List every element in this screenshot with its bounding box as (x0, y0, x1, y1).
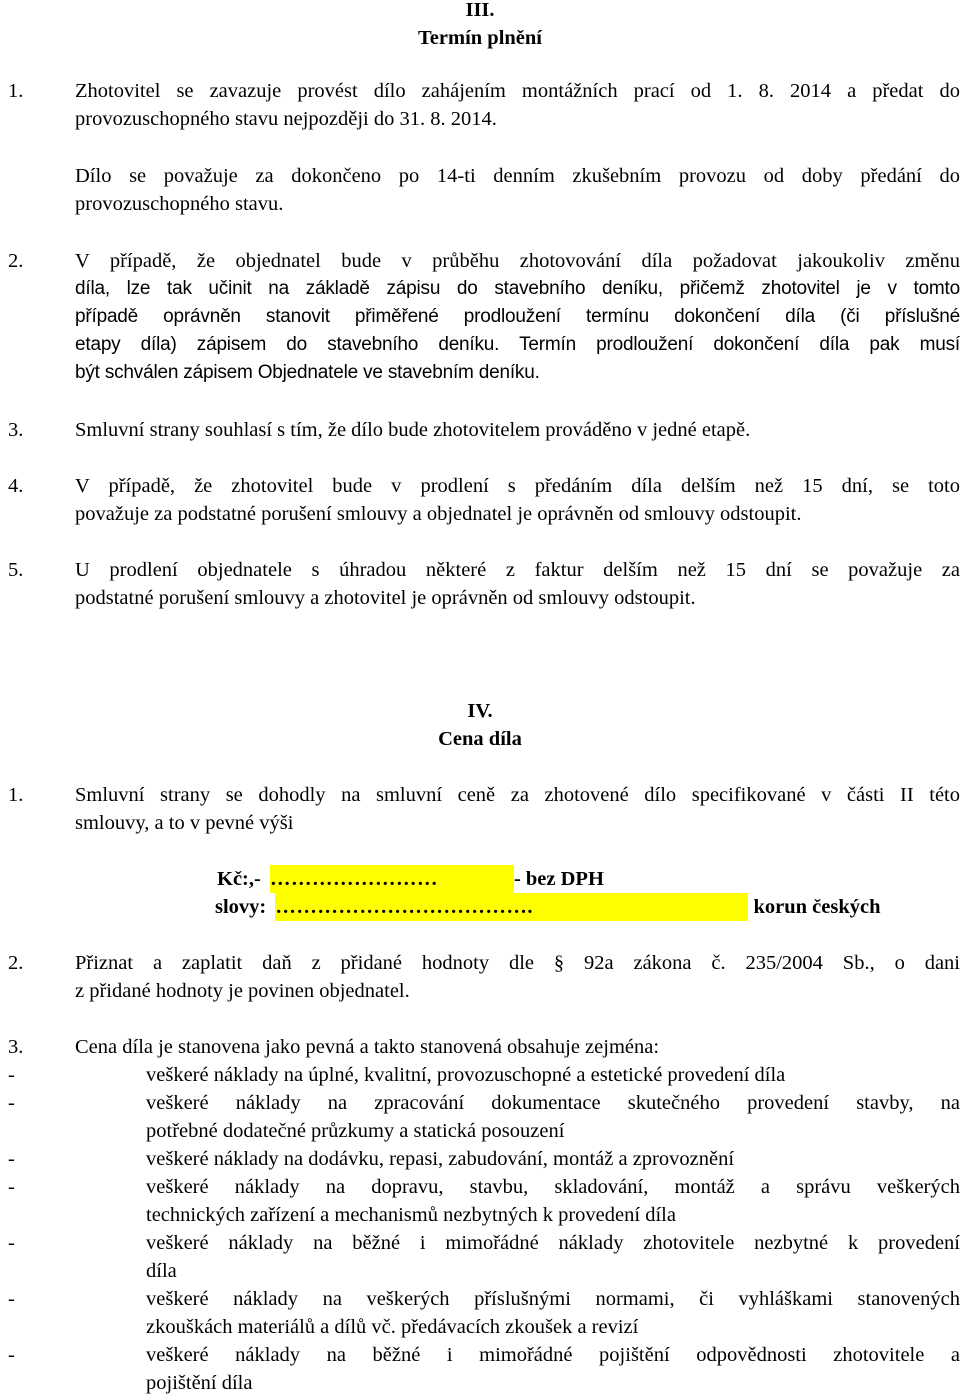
bullet-dash: - (8, 1064, 15, 1086)
bullet-dash: - (8, 1092, 15, 1114)
bullet-line: potřebné dodatečné průzkumy a statická posouzení (146, 1120, 565, 1142)
bullet-dash: - (8, 1232, 15, 1254)
bullet-line: veškeré náklady na běžné i mimořádné pojištění odpovědnosti zhotovitele a (146, 1344, 960, 1366)
bullet-text (146, 1285, 960, 1341)
section-3-title: Termín plnění (418, 27, 542, 49)
paragraph-line: U prodlení objednatele s úhradou některé z faktur delším než 15 dní se považuje za (75, 559, 960, 581)
words-suffix: korun českých (748, 896, 881, 918)
paragraph-number: 1. (8, 80, 24, 102)
paragraph-number: 2. (8, 952, 24, 974)
bullet-dash: - (8, 1148, 15, 1170)
price-blank: …………………… (270, 865, 514, 893)
paragraph-number: 3. (8, 1036, 24, 1058)
paragraph-body (75, 1033, 960, 1061)
bullet-line: zkouškách materiálů a dílů vč. předávacích zkoušek a revizí (146, 1316, 639, 1338)
paragraph-body (75, 247, 960, 387)
paragraph-line: případě oprávněn stanovit přiměřené prodloužení termínu dokončení díla (či příslušné (75, 306, 960, 327)
paragraph-line: smlouvy, a to v pevné výši (75, 812, 294, 834)
paragraph-number: 5. (8, 559, 24, 581)
words-blank: ………………………………. (275, 893, 748, 921)
paragraph-line: provozuschopného stavu nejpozději do 31. 8. 2014. (75, 108, 497, 130)
bullet-dash: - (8, 1176, 15, 1198)
bullet-line: veškeré náklady na běžné i mimořádné náklady zhotovitele nezbytné k provedení (146, 1232, 960, 1254)
paragraph-line: Smluvní strany souhlasí s tím, že dílo bude zhotovitelem prováděno v jedné etapě. (75, 419, 751, 441)
paragraph-line: V případě, že zhotovitel bude v prodlení s předáním díla delším než 15 dní, se toto (75, 475, 960, 497)
paragraph-line: V případě, že objednatel bude v průběhu zhotovování díla požadovat jakoukoliv změnu (75, 250, 960, 272)
paragraph-number: 1. (8, 784, 24, 806)
bullet-line: veškeré náklady na veškerých příslušnými normami, či vyhláškami stanovených (146, 1288, 960, 1310)
paragraph-number: 3. (8, 419, 24, 441)
paragraph-line: z přidané hodnoty je povinen objednatel. (75, 980, 410, 1002)
bullet-line: veškeré náklady na dodávku, repasi, zabudování, montáž a zprovoznění (146, 1148, 735, 1170)
paragraph-line: podstatné porušení smlouvy a zhotovitel je oprávněn od smlouvy odstoupit. (75, 587, 696, 609)
paragraph-line: díla, lze tak učinit na základě zápisu do stavebního deníku, přičemž zhotovitel je v tomto (75, 278, 960, 299)
paragraph-line: Zhotovitel se zavazuje provést dílo zahájením montážních prací od 1. 8. 2014 a předat do (75, 80, 960, 102)
section-4-roman: IV. (467, 700, 493, 722)
paragraph-body (75, 416, 960, 444)
paragraph-body (75, 472, 960, 528)
bullet-text (146, 1089, 960, 1145)
paragraph-body (75, 77, 960, 133)
section-3-roman: III. (465, 0, 495, 21)
bullet-text (146, 1229, 960, 1285)
paragraph-line: považuje za podstatné porušení smlouvy a objednatel je oprávněn od smlouvy odstoupit. (75, 503, 802, 525)
paragraph-body (75, 949, 960, 1005)
section-4-title: Cena díla (438, 728, 522, 750)
words-label: slovy: (215, 896, 267, 918)
bullet-line: pojištění díla (146, 1372, 253, 1394)
paragraph-line: být schválen zápisem Objednatele ve stavebním deníku. (75, 362, 540, 383)
price-suffix: - bez DPH (513, 868, 604, 890)
bullet-text (146, 1173, 960, 1229)
paragraph-number: 4. (8, 475, 24, 497)
paragraph-body (75, 781, 960, 837)
paragraph-line: Přiznat a zaplatit daň z přidané hodnoty dle § 92a zákona č. 235/2004 Sb., o dani (75, 952, 960, 974)
bullet-line: veškeré náklady na zpracování dokumentace skutečného provedení stavby, na (146, 1092, 960, 1114)
bullet-dash: - (8, 1344, 15, 1366)
price-line (217, 865, 604, 893)
paragraph-line: provozuschopného stavu. (75, 193, 284, 215)
paragraph-body (75, 556, 960, 612)
bullet-line: technických zařízení a mechanismů nezbytných k provedení díla (146, 1204, 676, 1226)
price-label: Kč:,- (217, 868, 261, 890)
bullet-line: veškeré náklady na dopravu, stavbu, skladování, montáž a správu veškerých (146, 1176, 960, 1198)
paragraph-line: Cena díla je stanovena jako pevná a takto stanovená obsahuje zejména: (75, 1036, 660, 1058)
bullet-text (146, 1061, 960, 1089)
bullet-dash: - (8, 1288, 15, 1310)
bullet-text (146, 1341, 960, 1397)
bullet-text (146, 1145, 960, 1173)
bullet-line: díla (146, 1260, 177, 1282)
paragraph-number: 2. (8, 250, 24, 272)
paragraph-line: Dílo se považuje za dokončeno po 14-ti denním zkušebním provozu od doby předání do (75, 165, 960, 187)
paragraph-line: Smluvní strany se dohodly na smluvní ceně za zhotovené dílo specifikované v části II této (75, 784, 960, 806)
paragraph-line: etapy díla) zápisem do stavebního deníku. Termín prodloužení dokončení díla pak musí (75, 334, 960, 355)
words-line (215, 893, 881, 921)
bullet-line: veškeré náklady na úplné, kvalitní, provozuschopné a estetické provedení díla (146, 1064, 786, 1086)
paragraph-body (75, 162, 960, 218)
